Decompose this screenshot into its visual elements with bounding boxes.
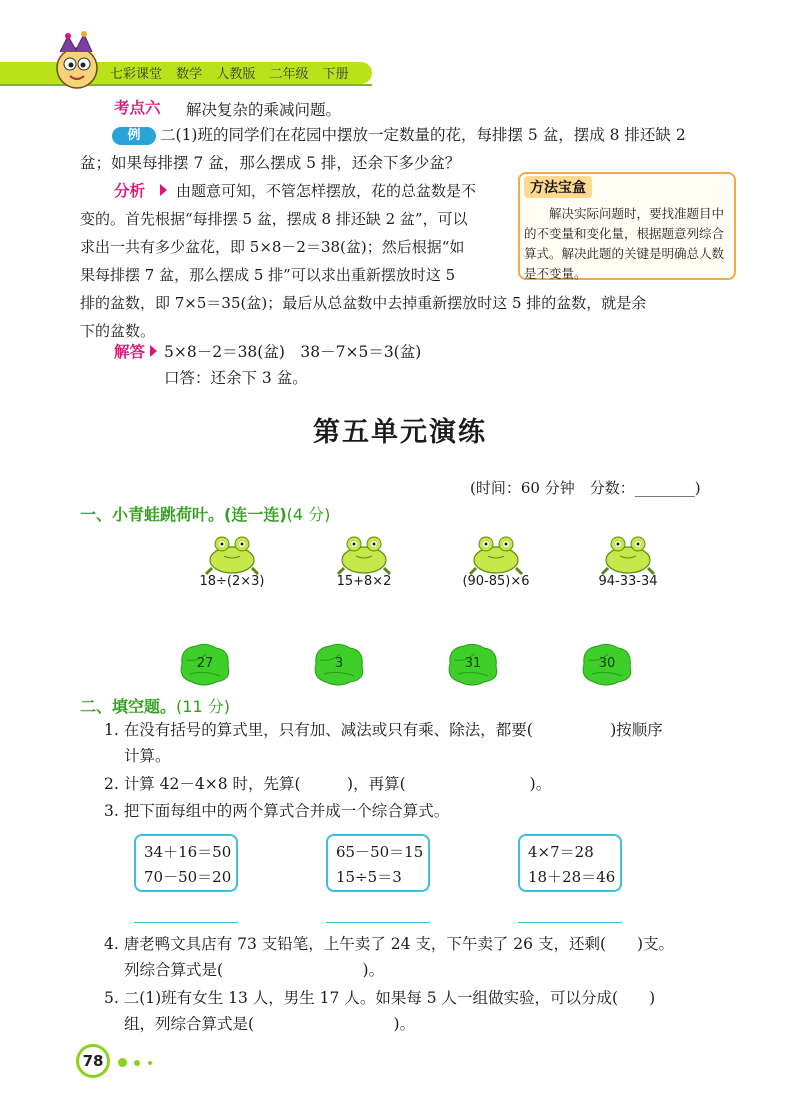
question-5-line-1: 5. 二(1)班有女生 13 人，男生 17 人。如果每 5 人一组做实验，可以分成( ) [104, 989, 656, 1007]
equation: 65－50＝15 [336, 843, 424, 861]
equation: 4×7＝28 [528, 843, 594, 861]
header-subject: 数学 [176, 67, 203, 82]
analysis-line: 变的。首先根据“每排摆 5 盆，摆成 8 排还缺 2 盆”，可以 [80, 210, 468, 228]
time-score-line: (时间：60 分钟 分数：________) [470, 479, 701, 497]
answer-underline [134, 922, 238, 924]
unit-title: 第五单元演练 [313, 417, 487, 448]
frog-expression[interactable]: 94-33-34 [598, 574, 658, 589]
lily-leaf-number: 3 [334, 656, 344, 671]
question-3: 3. 把下面每组中的两个算式合并成一个综合算式。 [104, 802, 450, 820]
question-5-line-2: 组，列综合算式是( )。 [124, 1015, 416, 1033]
frog-expression[interactable]: 15+8×2 [336, 574, 392, 589]
answer-arrow-icon [150, 345, 157, 357]
analysis-line: 下的盆数。 [80, 322, 156, 340]
frog-icon [336, 532, 392, 576]
decor-dot [134, 1060, 140, 1066]
question-1-line-2: 计算。 [124, 747, 171, 765]
equation: 70－50＝20 [144, 868, 232, 886]
header-volume: 下册 [322, 67, 349, 82]
frog-icon [468, 532, 524, 576]
frog-icon [204, 532, 260, 576]
section-2-title [80, 694, 230, 717]
lily-leaf-number: 31 [464, 656, 482, 671]
answer-label: 解答 [114, 342, 146, 361]
point-title: 解决复杂的乘减问题。 [186, 101, 342, 119]
lily-leaf-number: 27 [196, 656, 214, 671]
example-line-2: 盆；如果每排摆 7 盆，那么摆成 5 排，还余下多少盆？ [80, 154, 461, 172]
equation: 34＋16＝50 [144, 843, 232, 861]
header-series: 七彩课堂 [110, 67, 163, 82]
section-1-title [80, 502, 330, 525]
answer-expression: 5×8－2＝38(盆) 38－7×5＝3(盆) [164, 343, 422, 361]
header-grade: 二年级 [269, 67, 309, 82]
decor-dot [148, 1061, 152, 1065]
example-badge: 例 [112, 127, 156, 145]
answer-underline [326, 922, 430, 924]
section-2-heading: 二、填空题。 [80, 697, 177, 716]
example-num: 二 [160, 126, 176, 144]
question-1-line-1: 1. 在没有括号的算式里，只有加、减法或只有乘、除法，都要( )按顺序 [104, 721, 663, 739]
answer-underline [518, 922, 622, 924]
question-4-line-2: 列综合算式是( )。 [124, 961, 385, 979]
decor-dot [118, 1058, 127, 1067]
section-2-points: (11 分) [176, 697, 230, 716]
example-line-1 [160, 121, 780, 149]
analysis-line: 求出一共有多少盆花，即 5×8－2＝38(盆)；然后根据“如 [80, 238, 465, 256]
method-box-title: 方法宝盒 [524, 176, 592, 198]
section-1-heading: 一、小青蛙跳荷叶。(连一连) [80, 505, 287, 524]
answer-reply: 口答：还余下 3 盆。 [164, 369, 308, 387]
analysis-line: 果每排摆 7 盆，那么摆成 5 排”可以求出重新摆放时这 5 [80, 266, 456, 284]
analysis-line: 排的盆数，即 7×5＝35(盆)；最后从总盆数中去掉重新摆放时这 5 排的盆数，就是余 [80, 294, 647, 312]
frog-expression[interactable]: (90-85)×6 [462, 574, 530, 589]
analysis-label: 分析 [114, 181, 146, 200]
page-number: 78 [76, 1044, 110, 1078]
section-1-points: (4 分) [286, 505, 331, 524]
frog-expression[interactable]: 18÷(2×3) [199, 574, 265, 589]
example-text-1: (1)班的同学们在花园中摆放一定数量的花，每排摆 5 盆，摆成 8 排还缺 2 [175, 126, 686, 144]
equation-box [134, 834, 238, 892]
equation: 18＋28＝46 [528, 868, 616, 886]
equation: 15÷5＝3 [336, 868, 402, 886]
mascot-icon [46, 30, 108, 92]
header-title [110, 63, 359, 82]
question-2: 2. 计算 42－4×8 时，先算( )，再算( )。 [104, 775, 552, 793]
question-4-line-1: 4. 唐老鸭文具店有 73 支铅笔，上午卖了 24 支，下午卖了 26 支，还剩( )支。 [104, 935, 675, 953]
analysis-arrow-icon [160, 184, 167, 196]
equation-box [326, 834, 430, 892]
point-label: 考点六 [114, 98, 161, 117]
equation-box [518, 834, 622, 892]
method-box-body: 解决实际问题时，要找准题目中的不变量和变化量，根据题意列综合算式。解决此题的关键是明确总人数是不变量。 [524, 206, 725, 281]
header-edition: 人教版 [216, 67, 256, 82]
analysis-line: 由题意可知，不管怎样摆放，花的总盆数是不 [176, 182, 477, 200]
lily-leaf-number: 30 [598, 656, 616, 671]
frog-icon [600, 532, 656, 576]
